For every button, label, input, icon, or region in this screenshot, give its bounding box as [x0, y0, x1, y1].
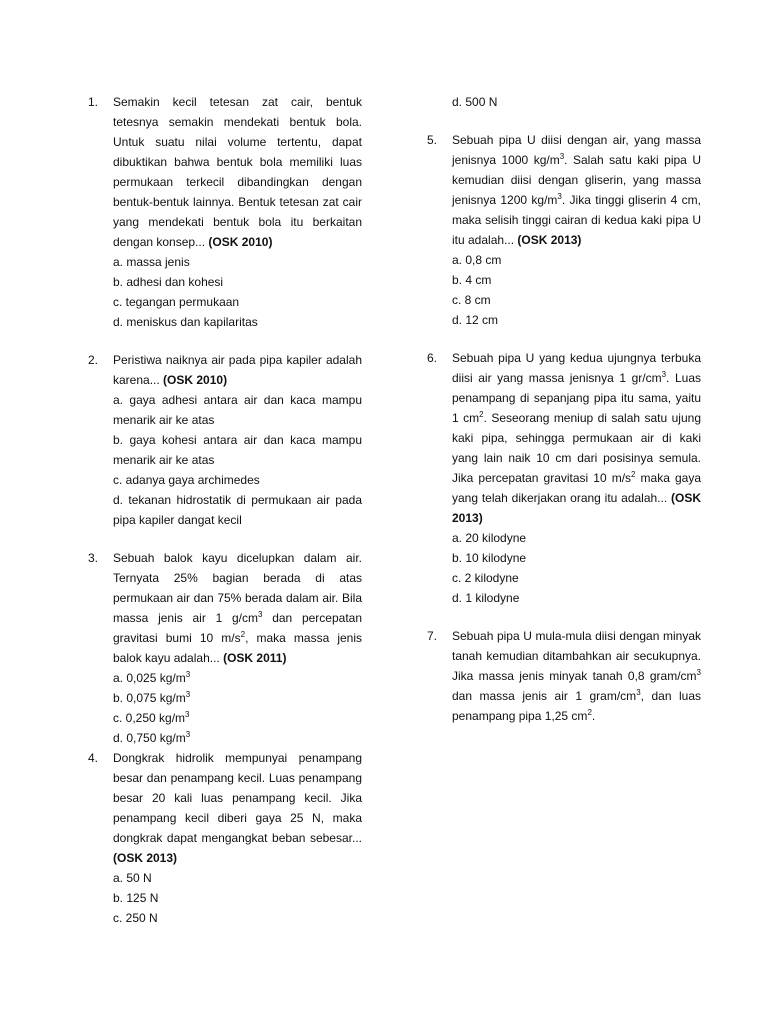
question-source: (OSK 2011) [223, 651, 287, 665]
option-a: a. 20 kilodyne [452, 531, 527, 545]
option-d: d. tekanan hidrostatik di permukaan air pada pipa kapiler dangat kecil [113, 493, 362, 527]
question-1 [88, 92, 362, 332]
question-number: 3. [88, 551, 99, 565]
question-source: (OSK 2010) [208, 235, 273, 249]
option-a: a. gaya adhesi antara air dan kaca mampu menarik air ke atas [113, 393, 362, 427]
option-c: c. 0,250 $kg/m^3$ [113, 710, 190, 725]
option-c: c. 2 kilodyne [452, 571, 519, 585]
question-7 [427, 626, 701, 726]
question-stem: Sebuah balok kayu dicelupkan dalam air. Ternyata 25% bagian berada di atas permukaan air dan 75% berada dalam air. Bila massa jenis air 1 $g/cm^3$ dan percepatan gravitasi bumi 10 $m/s^2$, maka massa jenis balok kayu adalah... (OSK 2011) [113, 551, 363, 665]
question-stem: Sebuah pipa U mula-mula diisi dengan minyak tanah kemudian ditambahkan air secukupnya. Jika massa jenis minyak tanah 0,8 gram/$cm^3$ dan massa jenis air 1 gram/$cm^3$, dan luas penampang pipa 1,25 $cm^2$. [452, 629, 701, 723]
option-d: d. 0,750 $kg/m^3$ [113, 730, 191, 745]
question-6 [427, 348, 701, 608]
option-d: d. 500 N [452, 95, 498, 109]
question-4-continued [427, 92, 701, 112]
right-column [427, 92, 701, 744]
option-b: b. 10 kilodyne [452, 551, 527, 565]
option-c: c. adanya gaya archimedes [113, 473, 260, 487]
option-a: a. 50 N [113, 871, 152, 885]
option-d: d. meniskus dan kapilaritas [113, 315, 258, 329]
question-2 [88, 350, 362, 530]
question-number: 6. [427, 351, 438, 365]
option-b: b. adhesi dan kohesi [113, 275, 224, 289]
question-4 [88, 748, 362, 928]
question-stem: Dongkrak hidrolik mempunyai penampang besar dan penampang kecil. Luas penampang besar 20 kali luas penampang kecil. Jika penampang kecil diberi gaya 25 N, maka dongkrak dapat mengangkat beban sebesar... (OSK 2013) [113, 751, 362, 865]
question-stem: Peristiwa naiknya air pada pipa kapiler adalah karena... (OSK 2010) [113, 353, 362, 387]
option-c: c. 250 N [113, 911, 158, 925]
option-a: a. massa jenis [113, 255, 190, 269]
question-number: 4. [88, 751, 99, 765]
question-number: 5. [427, 133, 438, 147]
option-b: b. 0,075 $kg/m^3$ [113, 690, 191, 705]
question-stem: Semakin kecil tetesan zat cair, bentuk tetesnya semakin mendekati bentuk bola. Untuk suatu nilai volume tertentu, dapat dibuktikan bahwa bentuk bola memiliki luas permukaan terkecil dibandingkan dengan bentuk-bentuk lainnya. Bentuk tetesan zat cair yang mendekati bentuk bola itu berkaitan dengan konsep... (OSK 2010) [113, 95, 362, 249]
option-d: d. 1 kilodyne [452, 591, 520, 605]
question-stem: Sebuah pipa U diisi dengan air, yang massa jenisnya 1000 $kg/m^3$. Salah satu kaki pipa U kemudian diisi dengan gliserin, yang massa jenisnya 1200 $kg/m^3$. Jika tinggi gliserin 4 cm, maka selisih tinggi cairan di kedua kaki pipa U itu adalah... (OSK 2013) [452, 133, 701, 247]
question-5 [427, 130, 701, 330]
question-3 [88, 548, 362, 748]
option-a: a. 0,8 cm [452, 253, 502, 267]
option-b: b. 4 cm [452, 273, 492, 287]
option-c: c. 8 cm [452, 293, 491, 307]
question-source: (OSK 2013) [517, 233, 582, 247]
option-c: c. tegangan permukaan [113, 295, 240, 309]
option-d: d. 12 cm [452, 313, 499, 327]
question-source: (OSK 2013) [452, 491, 701, 525]
question-number: 1. [88, 95, 99, 109]
question-source: (OSK 2013) [113, 851, 178, 865]
question-source: (OSK 2010) [163, 373, 228, 387]
question-number: 7. [427, 629, 438, 643]
question-stem: Sebuah pipa U yang kedua ujungnya terbuka diisi air yang massa jenisnya 1 $gr/cm^3$. Luas penampang di sepanjang pipa itu sama, yaitu 1 $cm^2$. Seseorang meniup di salah satu ujung kaki pipa, sehingga permukaan air di kaki yang lain naik 10 cm dari posisinya semula. Jika percepatan gravitasi 10 $m/s^2$ maka gaya yang telah dikerjakan orang itu adalah... (OSK 2013) [452, 351, 701, 525]
option-b: b. gaya kohesi antara air dan kaca mampu menarik air ke atas [113, 433, 362, 467]
option-a: a. 0,025 $kg/m^3$ [113, 670, 191, 685]
left-column [88, 92, 362, 928]
option-b: b. 125 N [113, 891, 159, 905]
question-number: 2. [88, 353, 99, 367]
